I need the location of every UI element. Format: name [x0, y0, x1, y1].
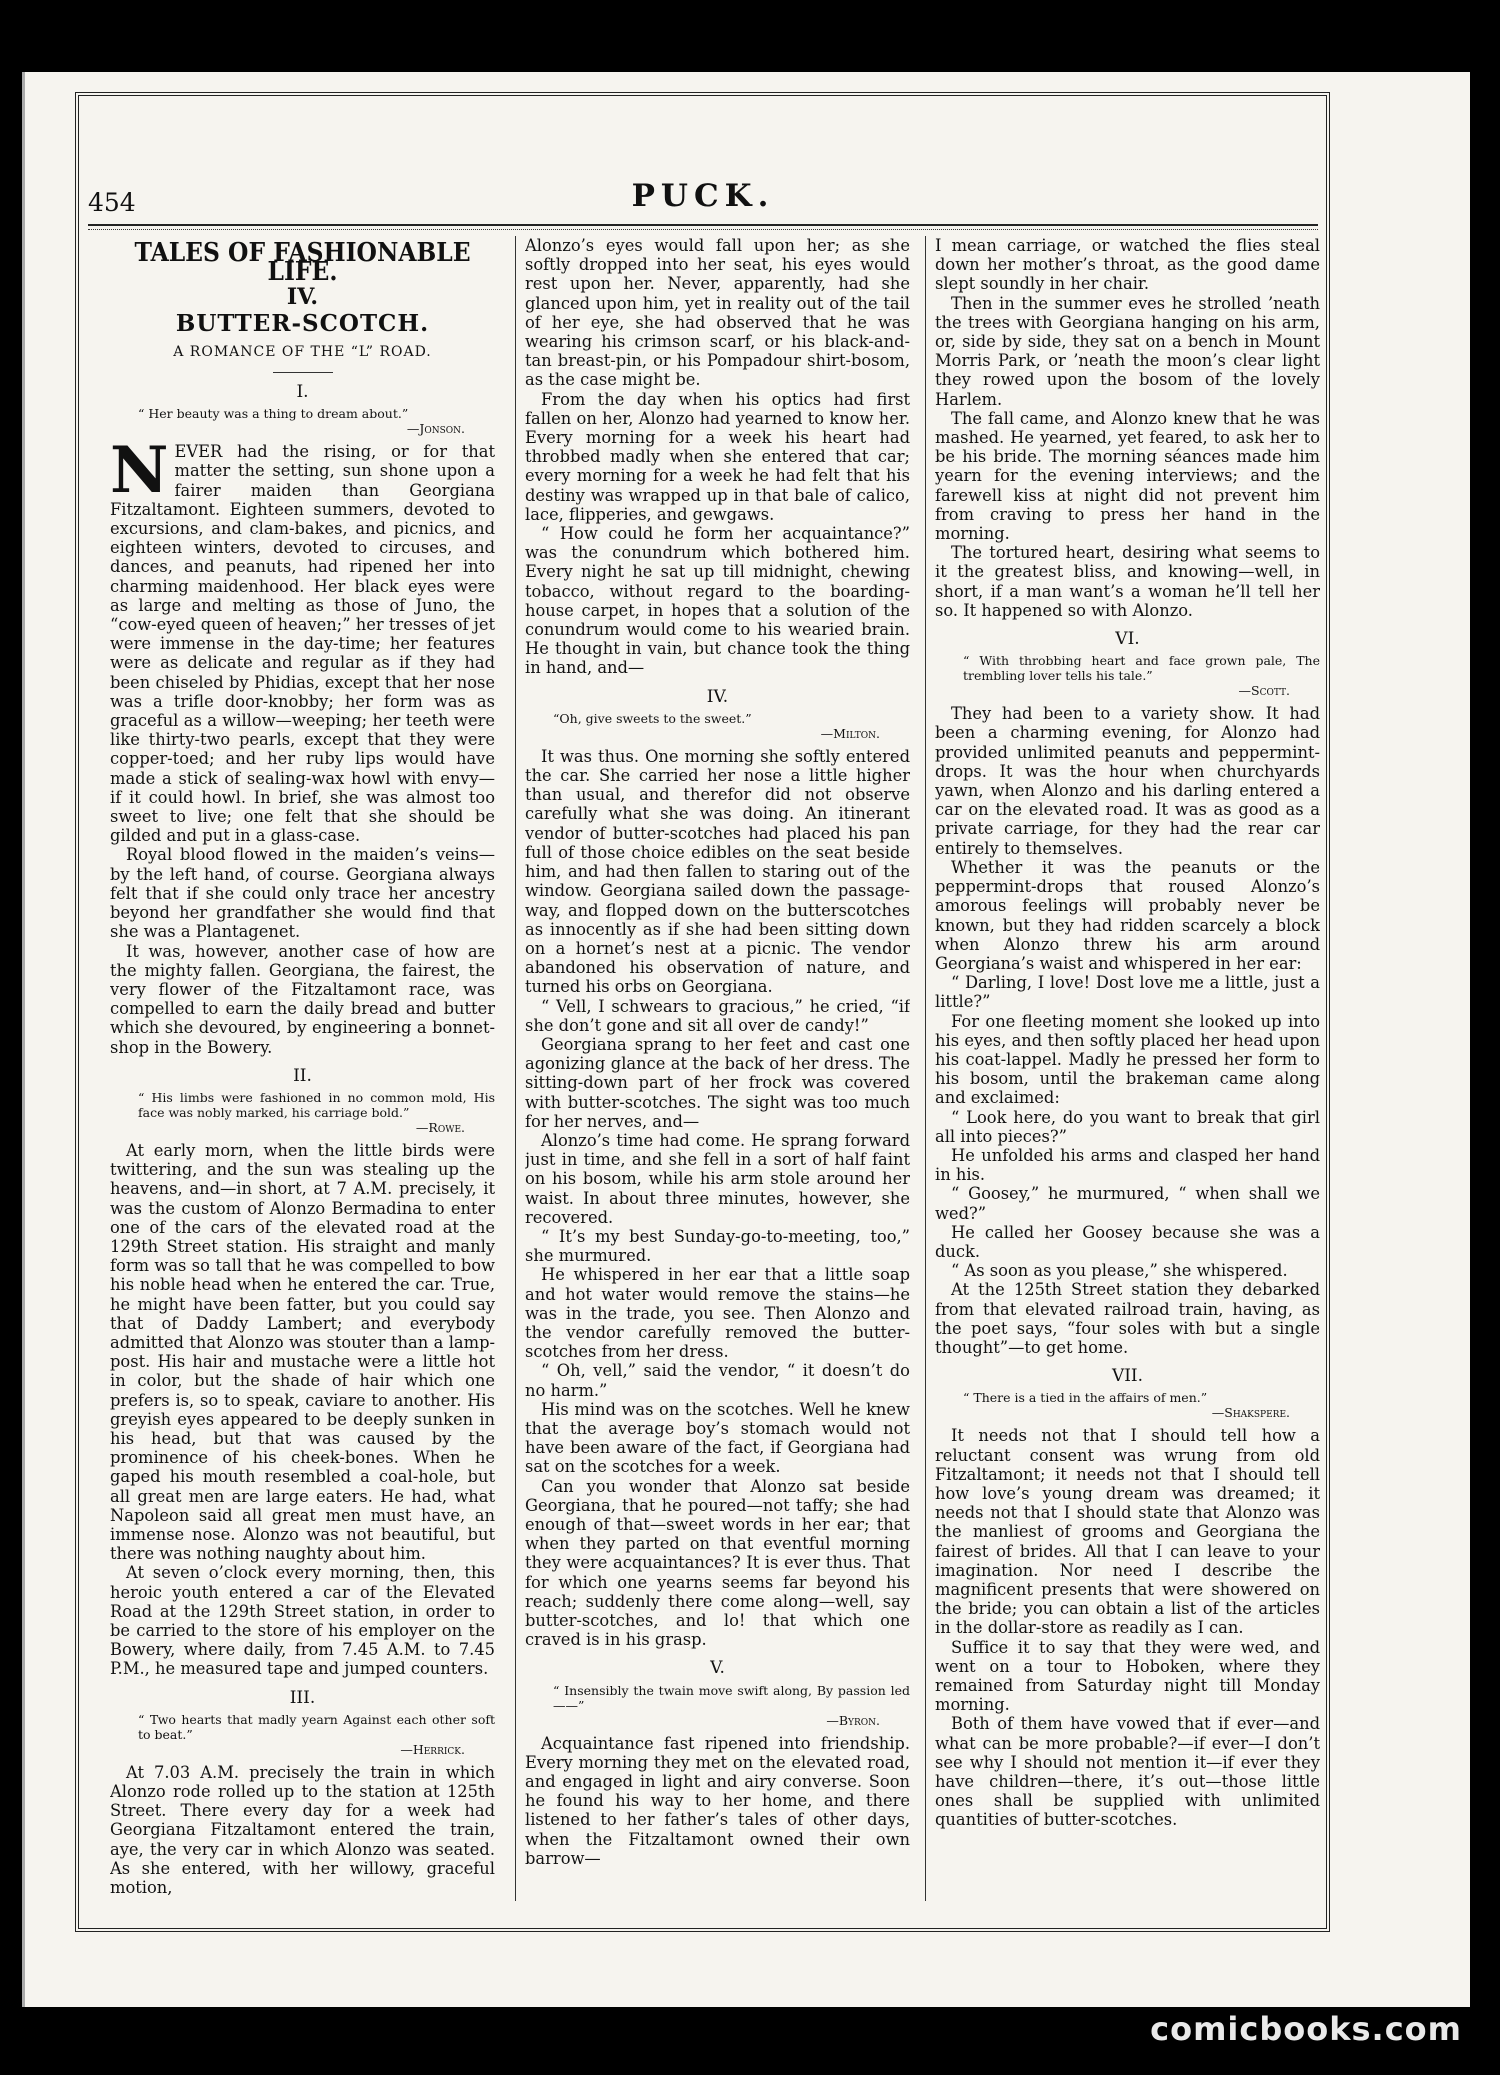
epigraph: “ Two hearts that madly yearn Against each other soft to beat.”	[138, 1711, 495, 1742]
paragraph: Can you wonder that Alonzo sat beside Georgiana, that he poured—not taffy; she had enough of that—sweet words in her ear; that when they parted on that eventful morning they were acquaintances? It is ever thus. That for which one yearns seems far beyond his reach; suddenly there come along—well, say butter-scotches, and lo! that which one craved is in his grasp.	[525, 1476, 910, 1650]
story-number: IV.	[286, 284, 319, 311]
story-subtitle: BUTTER-SCOTCH.	[175, 309, 430, 337]
drop-cap: N	[110, 433, 169, 509]
paragraph: Whether it was the peanuts or the peppermint-drops that roused Alonzo’s amorous feelings will probably never be known, but they had ridden scarcely a block when Alonzo threw his arm around Georgiana’s waist and whispered in her ear:	[935, 857, 1320, 973]
chapter-heading: I.	[296, 382, 309, 403]
paragraph: They had been to a variety show. It had been a charming evening, for Alonzo had provided unlimited peanuts and peppermint-drops. It was the hour when churchyards yawn, when Alonzo and his darling entered a car on the elevated road. It was as good as a private carriage, for they had the rear car entirely to themselves.	[935, 704, 1320, 858]
paragraph: “ Vell, I schwears to gracious,” he cried, “if she don’t gone and sit all over de candy!”	[525, 996, 910, 1035]
chapter-heading: VI.	[1115, 629, 1140, 650]
epigraph: “ Her beauty was a thing to dream about.”	[138, 406, 409, 422]
paragraph: Alonzo’s time had come. He sprang forward just in time, and she fell in a sort of half faint on his bosom, while his arm stole around her waist. In about three minutes, however, she recovered.	[525, 1130, 910, 1227]
paragraph: “ Darling, I love! Dost love me a little, just a little?”	[935, 973, 1320, 1012]
column-3	[935, 236, 1320, 1901]
epigraph-author: —Byron.	[826, 1712, 880, 1728]
epigraph-author: —Herrick.	[400, 1741, 465, 1757]
header-rule	[88, 224, 1318, 226]
paragraph: It needs not that I should tell how a reluctant consent was wrung from old Fitzaltamont; it needs not that I should tell how love’s young dream was dreamed; it needs not that I should state that Alonzo was the manliest of grooms and Georgiana the fairest of brides. All that I can leave to your imagination. Nor need I describe the magnificent presents that were showered on the bride; you can obtain a list of the articles in the dollar-store as readily as I can.	[935, 1426, 1320, 1638]
paragraph: It was, however, another case of how are the mighty fallen. Georgiana, the fairest, the very flower of the Fitzaltamont race, was compelled to earn the daily bread and butter which she devoured, by engineering a bonnet-shop in the Bowery.	[110, 941, 495, 1057]
paragraph: At 7.03 A.M. precisely the train in which Alonzo rode rolled up to the station at 125th Street. There every day for a week had Georgiana Fitzaltamont entered the train, aye, the very car in which Alonzo was seated. As she entered, with her willowy, graceful motion,	[110, 1762, 495, 1898]
paragraph: At early morn, when the little birds were twittering, and the sun was stealing up the heavens, and—in short, at 7 A.M. precisely, it was the custom of Alonzo Bermadina to enter one of the cars of the elevated road at the 129th Street station. His straight and manly form was so tall that he was compelled to bow his noble head when he entered the car. True, he might have been fatter, but you could say that of Daddy Lambert; and everybody admitted that Alonzo was stouter than a lamp-post. His hair and mustache were a little hot in color, but the shade of hair which one prefers is, so to speak, caviare to another. His greyish eyes appeared to be deeply sunken in his head, but that was caused by the prominence of his cheek-bones. When he gaped his mouth resembled a coal-hole, but all great men are large eaters. He had, what Napoleon said all great men must have, an immense nose. Alonzo was not beautiful, but there was nothing naughty about him.	[110, 1140, 495, 1564]
column-divider	[925, 236, 926, 1901]
epigraph-author: —Rowe.	[415, 1119, 465, 1135]
paragraph: At the 125th Street station they debarked from that elevated railroad train, having, as the poet says, “four soles with but a single thought”—to get home.	[935, 1280, 1320, 1357]
epigraph-author: —Milton.	[820, 725, 880, 741]
chapter-heading: VII.	[1111, 1366, 1144, 1387]
paragraph: “ Look here, do you want to break that girl all into pieces?”	[935, 1107, 1320, 1146]
epigraph: “ Insensibly the twain move swift along, By passion led——”	[553, 1682, 910, 1713]
paragraph: His mind was on the scotches. Well he knew that the average boy’s stomach would not have been aware of the fact, if Georgiana had sat on the scotches for a week.	[525, 1399, 910, 1477]
paragraph: Georgiana sprang to her feet and cast one agonizing glance at the back of her dress. The sitting-down part of her frock was covered with butter-scotches. The sight was too much for her nerves, and—	[525, 1034, 910, 1131]
paragraph: “ Oh, vell,” said the vendor, “ it doesn’t do no harm.”	[525, 1361, 910, 1400]
epigraph-author: —Scott.	[1238, 683, 1290, 699]
epigraph: “ There is a tied in the affairs of men.”	[963, 1390, 1208, 1406]
paragraph: “ Goosey,” he murmured, “ when shall we wed?”	[935, 1184, 1320, 1223]
column-2	[525, 236, 910, 1901]
paragraph: It was thus. One morning she softly entered the car. She carried her nose a little higher than usual, and therefor did not observe carefully what she was doing. An itinerant vendor of butter-scotches had placed his pan full of those choice edibles on the seat beside him, and had then fallen to staring out of the window. Georgiana sailed down the passage-way, and flopped down on the butterscotches as innocently as if she had been sitting down on a hornet’s nest at a picnic. The vendor abandoned his observation of nature, and turned his orbs on Georgiana.	[525, 746, 910, 997]
paragraph: Then in the summer eves he strolled ’neath the trees with Georgiana hanging on his arm, or, side by side, they sat on a bench in Mount Morris Park, or ’neath the moon’s clear light they rowed upon the bosom of the lovely Harlem.	[935, 293, 1320, 409]
chapter-heading: V.	[710, 1658, 725, 1679]
column-1	[110, 236, 495, 1901]
story-subsubtitle: A ROMANCE OF THE “L” ROAD.	[173, 343, 432, 360]
paragraph: Royal blood flowed in the maiden’s veins—by the left hand, of course. Georgiana always felt that if she could only trace her ancestry beyond her grandfather she would find that she was a Plantagenet.	[110, 845, 495, 942]
header-dotted-rule	[88, 229, 1318, 230]
paragraph: The fall came, and Alonzo knew that he was mashed. He yearned, yet feared, to ask her to be his bride. The morning séances made him yearn for the evening interviews; and the farewell kiss at night did not prevent him from craving to press her hand in the morning.	[935, 408, 1320, 544]
paragraph: At seven o’clock every morning, then, this heroic youth entered a car of the Elevated Road at the 129th Street station, in order to be carried to the store of his employer on the Bowery, where daily, from 7.45 A.M. to 7.45 P.M., he measured tape and jumped counters.	[110, 1563, 495, 1679]
paragraph: Alonzo’s eyes would fall upon her; as she softly dropped into her seat, his eyes would rest upon her. Never, apparently, had she glanced upon him, yet in reality out of the tail of her eye, she had observed that he was wearing his crimson scarf, or his black-and-tan breast-pin, or his Pompadour shirt-bosom, as the case might be.	[525, 236, 910, 390]
paragraph: The tortured heart, desiring what seems to it the greatest bliss, and knowing—well, in short, if a man want’s a woman he’ll tell her so. It happened so with Alonzo.	[935, 543, 1320, 620]
column-divider	[515, 236, 516, 1901]
masthead-title: PUCK.	[631, 178, 775, 214]
chapter-heading: II.	[293, 1065, 312, 1086]
paragraph: “ How could he form her acquaintance?” was the conundrum which bothered him. Every night he sat up till midnight, chewing tobacco, without regard to the boarding-house carpet, in hopes that a solution of the conundrum would come to his wearied brain. He thought in vain, but chance took the thing in hand, and—	[525, 524, 910, 678]
paragraph: “ As soon as you please,” she whispered.	[951, 1261, 1288, 1281]
story-title: TALES OF FASHIONABLE LIFE.	[134, 238, 471, 288]
paragraph: For one fleeting moment she looked up into his eyes, and then softly placed her head upon his coat-lappel. Madly he pressed her form to his bosom, until the brakeman came along and exclaimed:	[935, 1011, 1320, 1108]
paragraph: He called her Goosey because she was a duck.	[935, 1222, 1320, 1261]
paragraph: “ It’s my best Sunday-go-to-meeting, too,” she murmured.	[525, 1226, 910, 1266]
page-number: 454	[88, 188, 136, 217]
chapter-heading: III.	[289, 1687, 316, 1708]
paragraph: From the day when his optics had first fallen on her, Alonzo had yearned to know her. Every morning for a week his heart had throbbed madly when she entered that car; every morning for a week he had felt that his destiny was wrapped up in that bale of calico, lace, flipperies, and gewgaws.	[525, 389, 910, 524]
epigraph: “ His limbs were fashioned in no common mold, His face was nobly marked, his carriage bold.”	[138, 1089, 495, 1120]
epigraph-author: —Jonson.	[406, 421, 465, 437]
paragraph: Both of them have vowed that if ever—and what can be more probable?—if ever—I don’t see why I should not mention it—if ever they have children—there, it’s out—those little ones shall be supplied with unlimited quantities of butter-scotches.	[935, 1714, 1320, 1830]
epigraph: “Oh, give sweets to the sweet.”	[553, 710, 752, 726]
paragraph: He whispered in her ear that a little soap and hot water would remove the stains—he was in the trade, you see. Then Alonzo and the vendor carefully removed the butter-scotches from her dress.	[525, 1265, 910, 1362]
epigraph-author: —Shakspere.	[1211, 1405, 1290, 1421]
divider	[273, 372, 333, 373]
paragraph: Suffice it to say that they were wed, and went on a tour to Hoboken, where they remained from Saturday night till Monday morning.	[935, 1637, 1320, 1715]
chapter-heading: IV.	[706, 686, 729, 707]
paragraph: He unfolded his arms and clasped her hand in his.	[935, 1145, 1320, 1185]
page-header	[88, 100, 1318, 217]
paragraph: I mean carriage, or watched the flies steal down her mother’s throat, as the good dame slept soundly in her chair.	[935, 236, 1320, 294]
epigraph: “ With throbbing heart and face grown pale, The trembling lover tells his tale.”	[963, 653, 1320, 684]
paragraph: Acquaintance fast ripened into friendship. Every morning they met on the elevated road, and engaged in light and airy converse. Soon he found his way to her home, and there listened to her father’s tales of other days, when the Fitzaltamont owned their own barrow—	[525, 1733, 910, 1868]
paragraph: NEVER had the rising, or for that matter the setting, sun shone upon a fairer maiden than Georgiana Fitzaltamont. Eighteen summers, devoted to excursions, and clam-bakes, and picnics, and eighteen winters, devoted to circuses, and dances, and peanuts, had ripened her into charming maidenhood. Her black eyes were as large and melting as those of Juno, the “cow-eyed queen of heaven;” her tresses of jet were immense in the day-time; her features were as delicate and regular as if they had been chiseled by Phidias, except that her nose was a trifle door-knobby; her form was as graceful as a willow—weeping; her teeth were like thirty-two pearls, except that they were copper-toed; and her ruby lips would have made a stick of sealing-wax howl with envy—if it could howl. In brief, she was almost too sweet to live; one felt that she should be gilded and put in a glass-case.	[110, 433, 495, 846]
site-watermark: comicbooks.com	[1150, 2010, 1462, 2048]
